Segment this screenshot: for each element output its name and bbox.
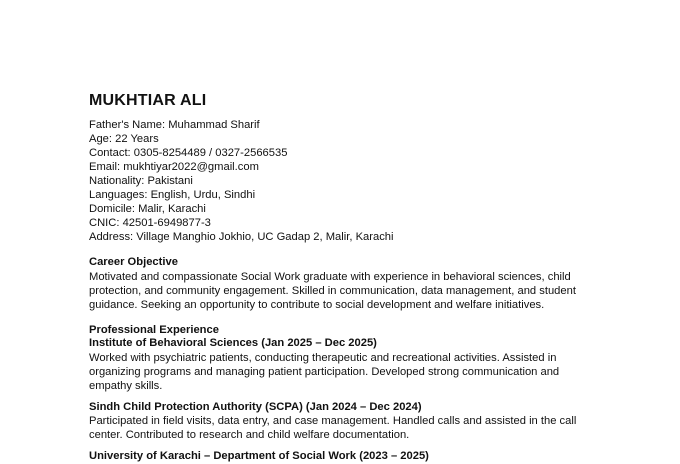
career-line: guidance. Seeking an opportunity to contribute to social development and welfare initiatives.: [89, 298, 545, 311]
job-title: Institute of Behavioral Sciences (Jan 2025 – Dec 2025): [89, 337, 377, 349]
job-description-line: Participated in field visits, data entry, and case management. Handled calls and assisted in the call: [89, 415, 577, 427]
resume-page: [89, 92, 649, 464]
job-title: Sindh Child Protection Authority (SCPA) (Jan 2024 – Dec 2024): [89, 400, 422, 413]
email: Email: mukhtiyar2022@gmail.com: [89, 161, 259, 173]
career-objective-heading: Career Objective: [89, 256, 178, 268]
nationality: Nationality: Pakistani: [89, 175, 193, 187]
career-line: Motivated and compassionate Social Work graduate with experience in behavioral sciences, child: [89, 270, 571, 283]
job-description-line: center. Contributed to research and child welfare documentation.: [89, 429, 410, 441]
languages: Languages: English, Urdu, Sindhi: [89, 189, 256, 201]
age: Age: 22 Years: [89, 133, 159, 145]
job-description-line: organizing programs and managing patient participation. Developed strong communication and: [89, 365, 560, 378]
father-name: Father's Name: Muhammad Sharif: [89, 119, 260, 131]
experience-section: [89, 324, 649, 464]
job-title: University of Karachi – Department of Social Work (2023 – 2025): [89, 450, 429, 462]
job-entry: [89, 401, 649, 443]
experience-heading: Professional Experience: [89, 323, 219, 336]
career-objective-text: [89, 270, 649, 312]
job-description-line: empathy skills.: [89, 379, 163, 392]
resume-name: MUKHTIAR ALI: [89, 92, 207, 109]
personal-details: [89, 118, 649, 244]
job-entry: [89, 337, 649, 393]
career-objective-section: [89, 256, 649, 312]
contact: Contact: 0305-8254489 / 0327-2566535: [89, 147, 288, 159]
career-line: protection, and community engagement. Skilled in communication, data management, and student: [89, 284, 576, 297]
cnic: CNIC: 42501-6949877-3: [89, 217, 211, 229]
job-description-line: Worked with psychiatric patients, conducting therapeutic and recreational activities. Assisted in: [89, 351, 557, 364]
job-entry: [89, 450, 649, 464]
address: Address: Village Manghio Jokhio, UC Gadap 2, Malir, Karachi: [89, 231, 394, 243]
domicile: Domicile: Malir, Karachi: [89, 203, 206, 215]
